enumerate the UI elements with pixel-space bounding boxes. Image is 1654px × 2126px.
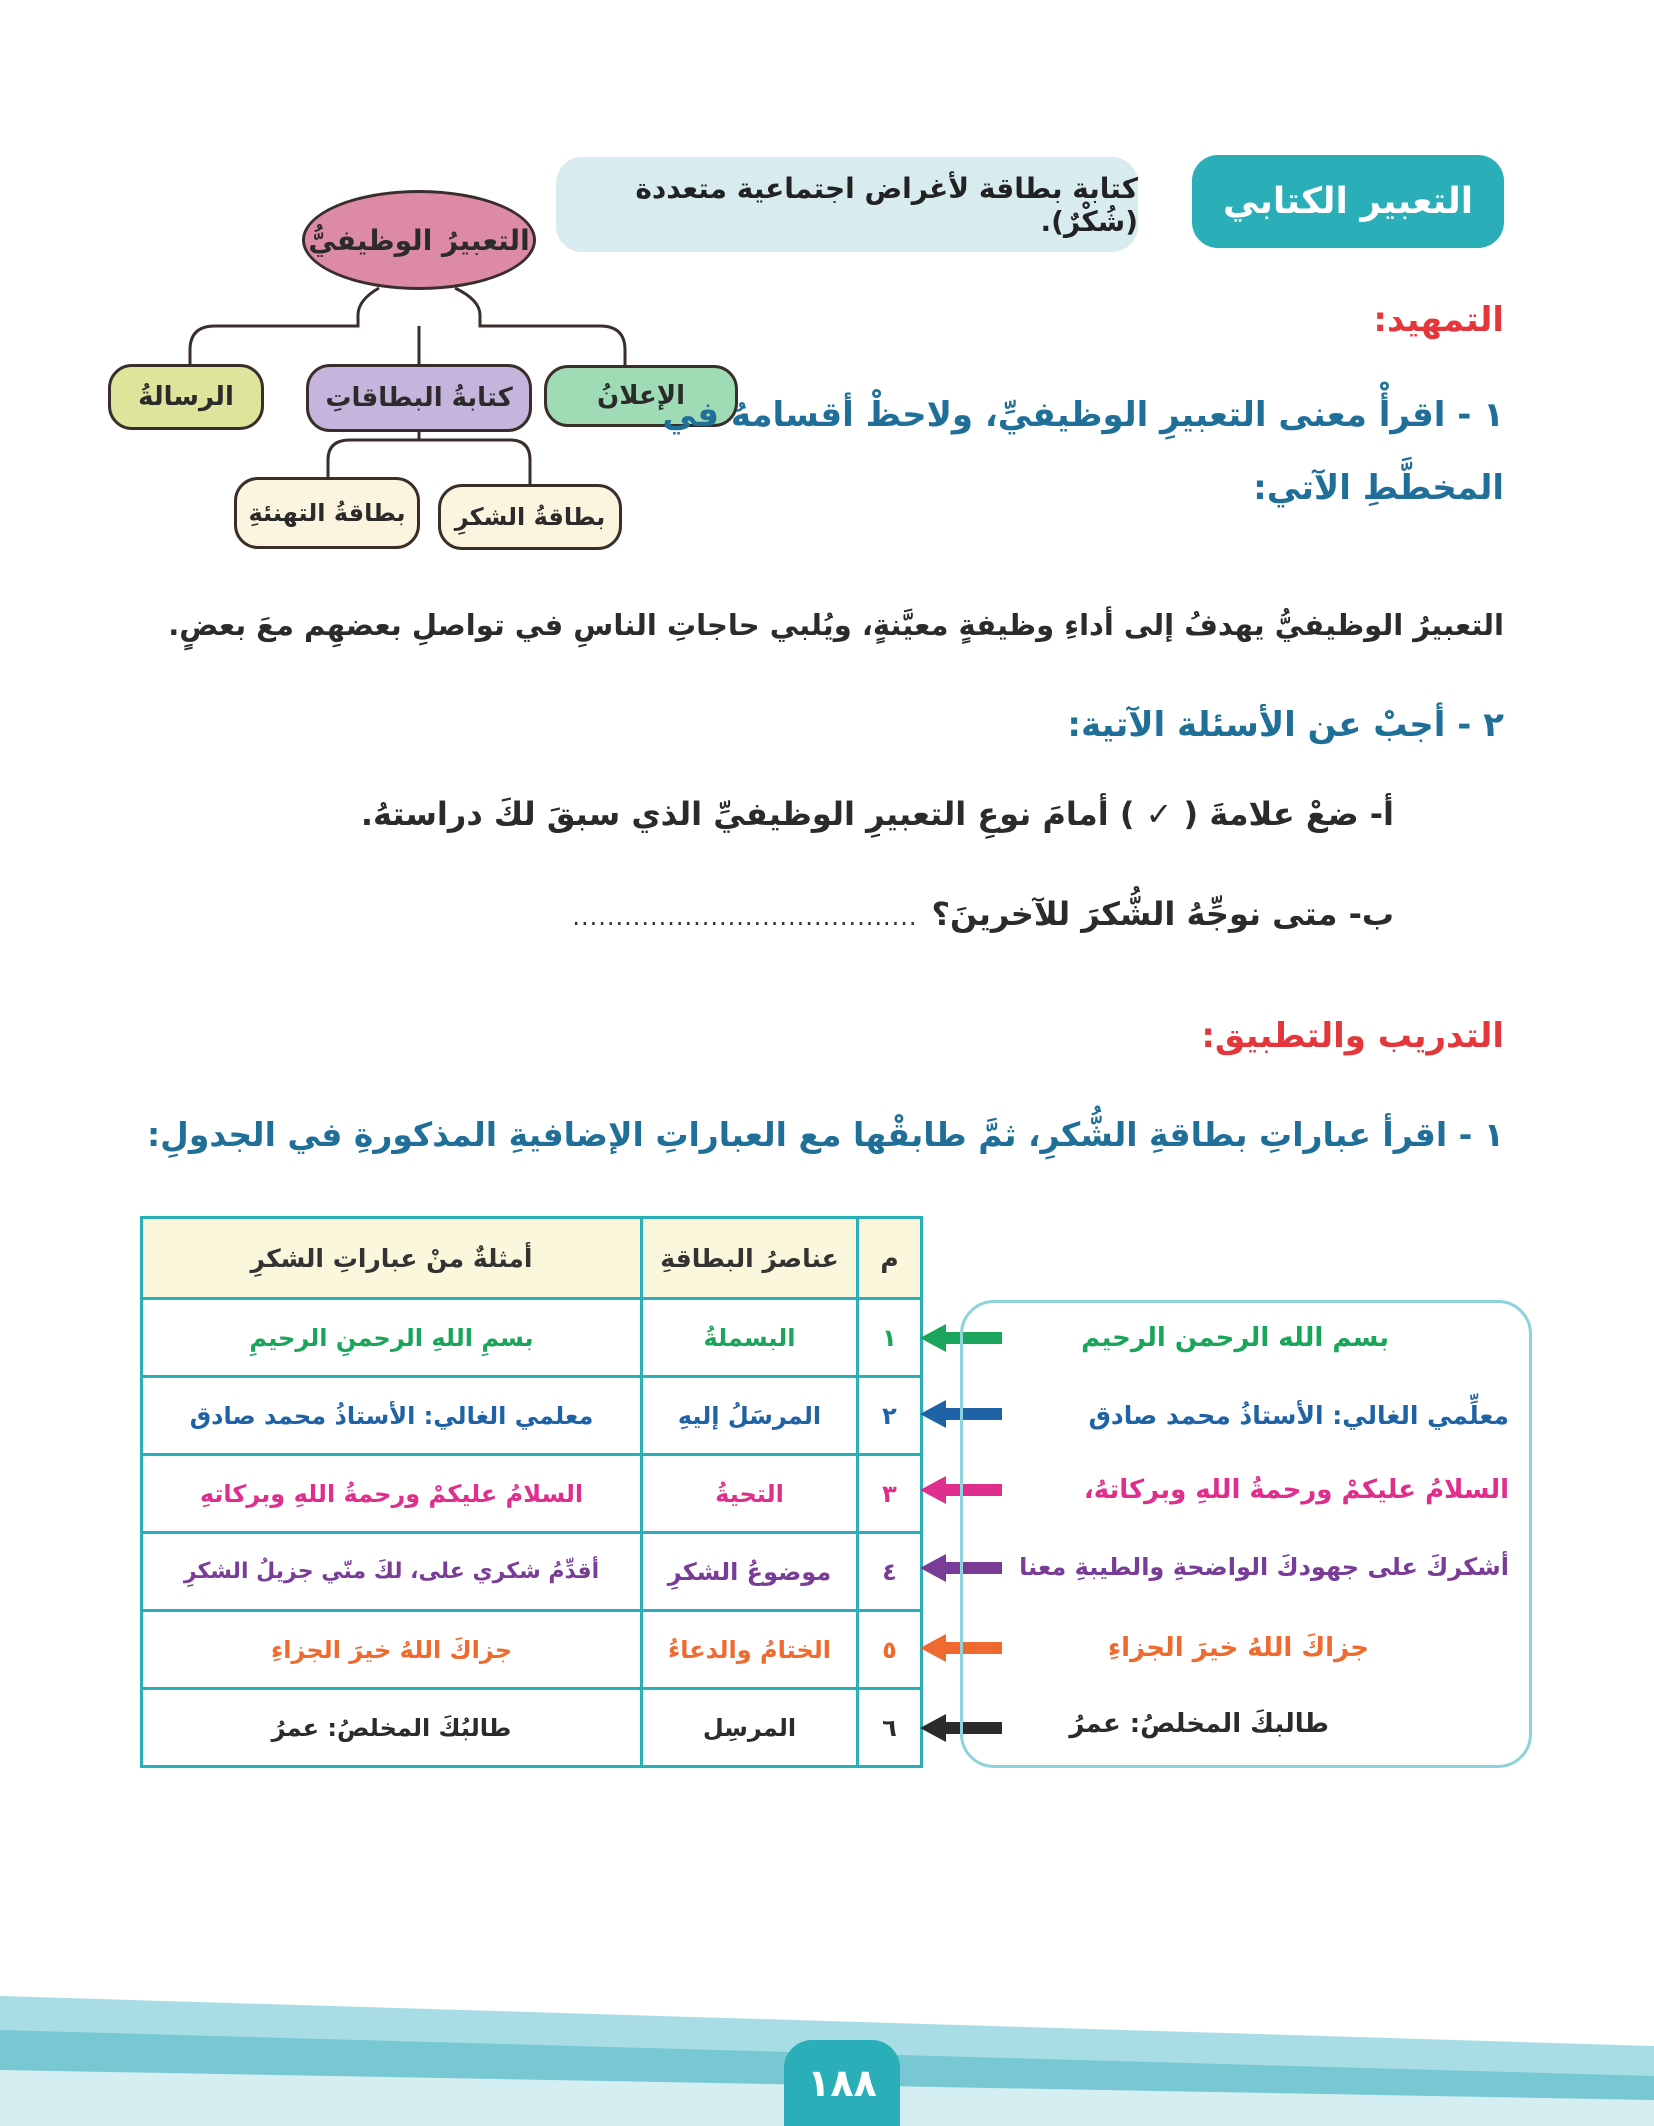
row-element: التحيةُ xyxy=(642,1455,858,1533)
arrow-icon xyxy=(920,1714,946,1742)
arrow-icon xyxy=(920,1634,946,1662)
page-number: ١٨٨ xyxy=(784,2040,900,2126)
mindmap-root-functional-writing: التعبيرُ الوظيفيُّ xyxy=(302,190,536,290)
arrow-icon xyxy=(920,1400,946,1428)
card-line-recipient: معلِّمي الغالي: الأستاذُ محمد صادق xyxy=(1088,1401,1509,1430)
table-header-row xyxy=(142,1218,922,1299)
arrow-icon xyxy=(920,1324,946,1352)
card-elements-table xyxy=(140,1216,923,1768)
intro-question-1-line-2: المخطَّطِ الآتي: xyxy=(1253,468,1504,508)
practice-heading: التدريب والتطبيق: xyxy=(1201,1016,1504,1056)
thank-you-card xyxy=(960,1300,1532,1768)
row-example: معلمي الغالي: الأستاذُ محمد صادق xyxy=(142,1377,642,1455)
row-element: المرسِل xyxy=(642,1689,858,1767)
mindmap-node-congrats-card: بطاقةُ التهنئةِ xyxy=(234,477,420,549)
table-row xyxy=(142,1689,922,1767)
header-elements: عناصرُ البطاقةِ xyxy=(642,1218,858,1299)
card-line-thanks: أشكركَ على جهودكَ الواضحةِ والطيبةِ معنا xyxy=(1019,1553,1509,1581)
row-number: ٦ xyxy=(858,1689,922,1767)
question-2b-row xyxy=(572,895,1394,933)
practice-question-1: ١ - اقرأ عباراتِ بطاقةِ الشُّكرِ، ثمَّ طابقْها مع العباراتِ الإضافيةِ المذكورةِ في الجدولِ: xyxy=(146,1115,1504,1154)
row-number: ١ xyxy=(858,1299,922,1377)
header-examples: أمثلةٌ منْ عباراتِ الشكرِ xyxy=(142,1218,642,1299)
row-element: المرسَلُ إليهِ xyxy=(642,1377,858,1455)
answer-blank[interactable]: ........................................ xyxy=(572,903,918,931)
intro-question-2: ٢ - أجبْ عن الأسئلة الآتية: xyxy=(1067,705,1504,745)
lesson-subtitle: كتابة بطاقة لأغراض اجتماعية متعددة (شُكْرٌ). xyxy=(556,157,1138,252)
mindmap-node-thanks-card: بطاقةُ الشكرِ xyxy=(438,484,622,550)
row-example: السلامُ عليكمْ ورحمةُ اللهِ وبركاتهِ xyxy=(142,1455,642,1533)
row-number: ٤ xyxy=(858,1533,922,1611)
table-row xyxy=(142,1533,922,1611)
row-example: بسمِ اللهِ الرحمنِ الرحيمِ xyxy=(142,1299,642,1377)
card-line-closing: جزاكَ اللهُ خيرَ الجزاءِ xyxy=(1107,1633,1369,1663)
intro-heading: التمهيد: xyxy=(1373,300,1504,340)
row-element: البسملةُ xyxy=(642,1299,858,1377)
mindmap-node-announcement: الإعلانُ xyxy=(544,365,738,427)
header-number: م xyxy=(858,1218,922,1299)
definition-text: التعبيرُ الوظيفيُّ يهدفُ إلى أداءِ وظيفةٍ معيَّنةٍ، ويُلبي حاجاتِ الناسِ في تواصلِ بعضهِم معَ بعضٍ. xyxy=(168,608,1504,642)
row-example: جزاكَ اللهُ خيرَ الجزاءِ xyxy=(142,1611,642,1689)
table-row xyxy=(142,1455,922,1533)
row-element: الختامُ والدعاءُ xyxy=(642,1611,858,1689)
question-2b: ب- متى نوجِّهُ الشُّكرَ للآخرينَ؟ xyxy=(931,895,1394,933)
arrow-icon xyxy=(920,1554,946,1582)
arrow-icon xyxy=(920,1476,946,1504)
section-badge: التعبير الكتابي xyxy=(1192,155,1504,248)
row-number: ٣ xyxy=(858,1455,922,1533)
table-row xyxy=(142,1377,922,1455)
mindmap-node-letter: الرسالةُ xyxy=(108,364,264,430)
table-row xyxy=(142,1611,922,1689)
row-example: طالبُكَ المخلصُ: عمرُ xyxy=(142,1689,642,1767)
table-row xyxy=(142,1299,922,1377)
card-line-greeting: السلامُ عليكمْ ورحمةُ اللهِ وبركاتهُ، xyxy=(1083,1475,1509,1505)
row-number: ٢ xyxy=(858,1377,922,1455)
row-example: أقدِّمُ شكري على، لكَ منّي جزيلُ الشكرِ xyxy=(142,1533,642,1611)
row-number: ٥ xyxy=(858,1611,922,1689)
card-line-basmala: بسم الله الرحمن الرحيم xyxy=(1081,1323,1389,1353)
row-element: موضوعُ الشكرِ xyxy=(642,1533,858,1611)
question-2a: أ- ضعْ علامةَ ( ✓ ) أمامَ نوعِ التعبيرِ الوظيفيِّ الذي سبقَ لكَ دراستهُ. xyxy=(360,795,1394,833)
card-line-sender: طالبكَ المخلصُ: عمرُ xyxy=(1069,1709,1329,1739)
mindmap-node-cards: كتابةُ البطاقاتِ xyxy=(306,364,532,432)
intro-question-1-line-1: ١ - اقرأْ معنى التعبيرِ الوظيفيِّ، ولاحظْ أقسامهُ في xyxy=(662,395,1504,435)
